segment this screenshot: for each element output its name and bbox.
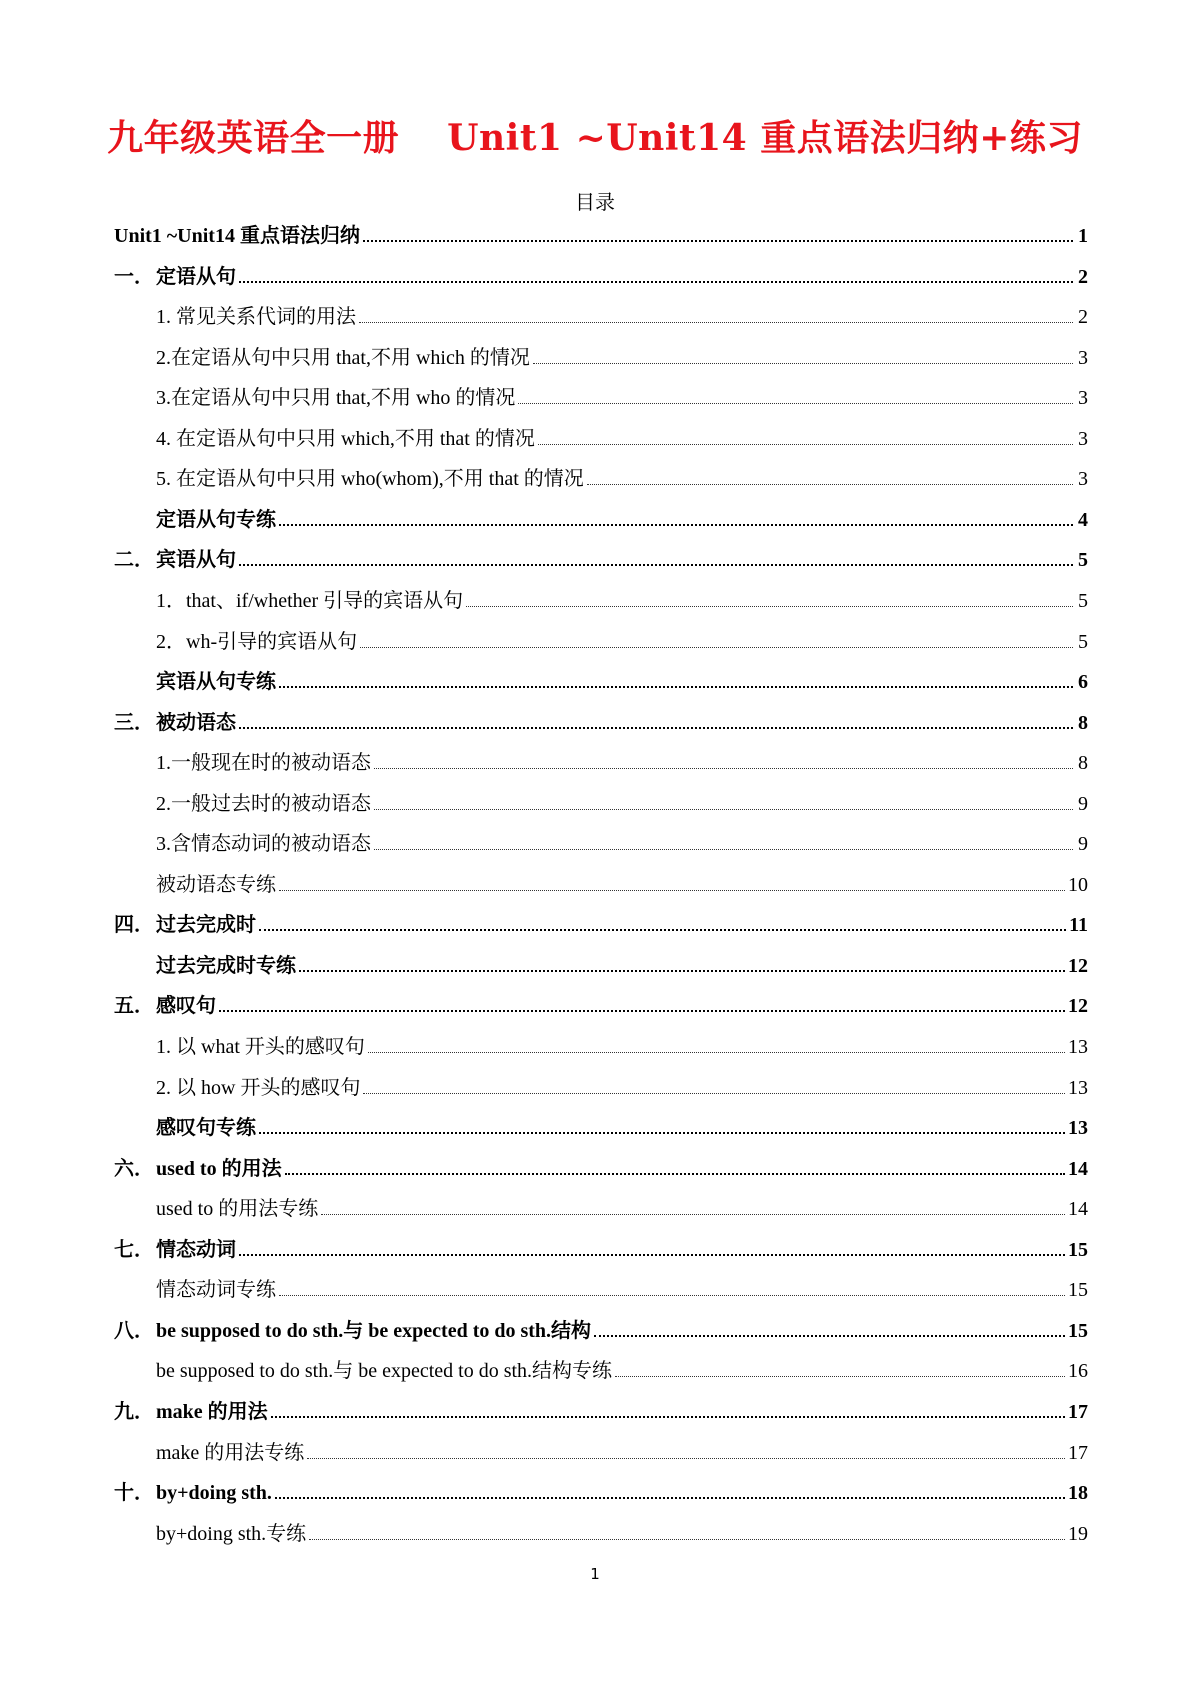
toc-leader-dots [466, 606, 1073, 607]
toc-leader-dots [374, 809, 1073, 810]
toc-entry-page: 4 [1078, 508, 1088, 531]
title-part-2: Unit1 ~Unit14 重点语法归纳+练习 [447, 117, 1083, 159]
toc-leader-dots [307, 1458, 1065, 1459]
toc-leader-dots [279, 524, 1073, 526]
toc-entry-text: be supposed to do sth.与 be expected to do sth.结构 [156, 1319, 592, 1342]
toc-entry[interactable] [114, 1151, 1088, 1181]
toc-entry-text: 3.在定语从句中只用 that,不用 who 的情况 [156, 387, 516, 410]
toc-entry-page: 6 [1078, 671, 1088, 694]
toc-entry[interactable] [114, 988, 1088, 1018]
toc-entry-page: 3 [1078, 387, 1088, 410]
toc-leader-dots [368, 1052, 1065, 1053]
toc-leader-dots [533, 363, 1073, 364]
toc-entry[interactable] [114, 218, 1088, 248]
toc-entry[interactable] [156, 1353, 1088, 1383]
toc-leader-dots [219, 1010, 1065, 1012]
toc-leader-dots [321, 1214, 1065, 1215]
toc-entry-text: 情态动词专练 [156, 1279, 276, 1302]
toc-entry-page: 8 [1078, 752, 1088, 775]
toc-entry-number: 十． [114, 1482, 154, 1505]
toc-leader-dots [239, 1254, 1065, 1256]
toc-leader-dots [615, 1376, 1065, 1377]
toc-entry[interactable] [156, 745, 1088, 775]
toc-entry-text: 1. 以 what 开头的感叹句 [156, 1036, 365, 1058]
toc-entry-page: 17 [1068, 1441, 1088, 1464]
toc-entry[interactable] [114, 907, 1088, 937]
toc-entry-text: 定语从句 [156, 265, 236, 288]
toc-entry-page: 1 [1078, 225, 1088, 247]
toc-entry-text: 1.一般现在时的被动语态 [156, 752, 371, 775]
toc-entry[interactable] [156, 948, 1088, 978]
toc-entry-page: 9 [1078, 833, 1088, 856]
toc-leader-dots [239, 281, 1073, 283]
toc-entry-page: 19 [1068, 1522, 1088, 1545]
toc-entry-page: 14 [1068, 1157, 1088, 1180]
toc-entry-text: 情态动词 [156, 1238, 236, 1261]
toc-leader-dots [374, 849, 1073, 850]
toc-leader-dots [359, 322, 1073, 323]
toc-leader-dots [594, 1335, 1065, 1337]
toc-entry-text: 宾语从句专练 [156, 671, 276, 694]
toc-leader-dots [587, 484, 1073, 485]
toc-entry-number: 一． [114, 265, 154, 288]
toc-leader-dots [279, 686, 1073, 688]
toc-entry[interactable] [114, 1475, 1088, 1505]
toc-leader-dots [275, 1497, 1065, 1499]
page-number: 1 [590, 1565, 600, 1583]
toc-entry[interactable] [156, 1110, 1088, 1140]
toc-entry[interactable] [114, 705, 1088, 735]
toc-entry-page: 13 [1068, 1036, 1088, 1058]
toc-entry-text: 被动语态专练 [156, 873, 276, 896]
toc-entry-page: 5 [1078, 589, 1088, 612]
toc-entry-text: 3.含情态动词的被动语态 [156, 833, 371, 856]
toc-entry-page: 3 [1078, 427, 1088, 450]
toc-entry-page: 16 [1068, 1360, 1088, 1383]
toc-entry-text: 感叹句专练 [156, 1117, 256, 1140]
toc-entry-number: 三． [114, 711, 154, 734]
toc-entry[interactable] [156, 1516, 1088, 1546]
toc-leader-dots [271, 1416, 1065, 1418]
toc-entry-text: used to 的用法专练 [156, 1198, 319, 1221]
toc-leader-dots [360, 647, 1073, 648]
toc-entry[interactable] [156, 461, 1088, 491]
toc-entry-text: 2. 以 how 开头的感叹句 [156, 1076, 361, 1099]
toc-entry[interactable] [114, 542, 1088, 572]
toc-leader-dots [279, 890, 1065, 891]
toc-entry-text: 过去完成时专练 [156, 954, 296, 977]
toc-entry-number: 九． [114, 1400, 154, 1423]
toc-leader-dots [363, 240, 1073, 242]
toc-leader-dots [374, 768, 1073, 769]
toc-entry-page: 8 [1078, 711, 1088, 734]
toc-entry-text: used to 的用法 [156, 1157, 282, 1180]
toc-entry-page: 2 [1078, 265, 1088, 288]
toc-entry[interactable] [156, 380, 1088, 410]
toc-entry-page: 12 [1068, 954, 1088, 977]
toc-leader-dots [239, 727, 1073, 729]
toc-entry[interactable] [156, 299, 1088, 329]
toc-entry-number: 六． [114, 1157, 154, 1180]
toc-entry[interactable] [114, 259, 1088, 289]
toc-entry-text: 4. 在定语从句中只用 which,不用 that 的情况 [156, 427, 535, 450]
toc-leader-dots [285, 1173, 1065, 1175]
toc-entry-page: 3 [1078, 346, 1088, 369]
toc-entry-page: 3 [1078, 468, 1088, 491]
toc-leader-dots [309, 1539, 1065, 1540]
toc-entry-text: 1. 常见关系代词的用法 [156, 306, 356, 329]
toc-leader-dots [259, 929, 1066, 931]
toc-leader-dots [279, 1295, 1065, 1296]
toc-entry-page: 17 [1068, 1400, 1088, 1423]
toc-entry-page: 5 [1078, 549, 1088, 572]
toc-entry-text: make 的用法 [156, 1400, 268, 1423]
toc-entry-text: 2.一般过去时的被动语态 [156, 792, 371, 815]
toc-entry-page: 11 [1069, 914, 1088, 937]
document-title [0, 110, 1190, 161]
toc-entry-page: 10 [1068, 873, 1088, 896]
toc-entry-page: 14 [1068, 1198, 1088, 1221]
toc-entry-page: 12 [1068, 995, 1088, 1018]
toc-entry-page: 15 [1068, 1279, 1088, 1302]
toc-entry-number: 二． [114, 549, 154, 572]
toc-entry-page: 13 [1068, 1117, 1088, 1140]
toc-entry-page: 15 [1068, 1238, 1088, 1261]
toc-entry[interactable] [156, 1029, 1088, 1059]
toc-entry-number: 四． [114, 914, 154, 937]
toc-entry[interactable] [156, 421, 1088, 451]
toc-entry-text: make 的用法专练 [156, 1441, 305, 1464]
toc-entry-text: 5. 在定语从句中只用 who(whom),不用 that 的情况 [156, 468, 584, 491]
toc-entry-text: 被动语态 [156, 711, 236, 734]
toc-entry-page: 15 [1068, 1319, 1088, 1342]
toc-entry[interactable] [114, 1232, 1088, 1262]
toc-entry[interactable] [156, 1272, 1088, 1302]
toc-entry-text: 过去完成时 [156, 914, 256, 937]
toc-entry-text: be supposed to do sth.与 be expected to do sth.结构专练 [156, 1360, 613, 1383]
toc-entry-text: 宾语从句 [156, 549, 236, 572]
toc-entry[interactable] [114, 1394, 1088, 1424]
toc-entry-page: 9 [1078, 792, 1088, 815]
toc-entry-page: 5 [1078, 630, 1088, 653]
toc-entry-number: 八． [114, 1319, 154, 1342]
toc-entry[interactable] [156, 867, 1088, 897]
toc-entry-text: 1．that、if/whether 引导的宾语从句 [156, 589, 464, 612]
toc-entry-text: Unit1 ~Unit14 重点语法归纳 [114, 225, 360, 247]
toc-entry-page: 13 [1068, 1076, 1088, 1099]
toc-entry-number: 七． [114, 1238, 154, 1261]
toc-entry[interactable] [156, 624, 1088, 654]
toc-entry-text: by+doing sth.专练 [156, 1522, 307, 1545]
toc-entry-page: 2 [1078, 306, 1088, 329]
toc-entry-number: 五． [114, 995, 154, 1018]
toc-entry[interactable] [156, 786, 1088, 816]
toc-entry[interactable] [156, 1191, 1088, 1221]
toc-entry[interactable] [156, 340, 1088, 370]
toc-entry[interactable] [156, 583, 1088, 613]
toc-entry-text: 2.在定语从句中只用 that,不用 which 的情况 [156, 346, 530, 369]
toc-leader-dots [239, 564, 1073, 566]
toc-entry-text: 定语从句专练 [156, 508, 276, 531]
toc-entry-text: 感叹句 [156, 995, 216, 1018]
toc-entry[interactable] [156, 502, 1088, 532]
toc-entry[interactable] [156, 1070, 1088, 1100]
toc-leader-dots [518, 403, 1073, 404]
toc-heading: 目录 [575, 192, 615, 214]
toc-leader-dots [299, 970, 1065, 972]
toc-entry[interactable] [114, 1313, 1088, 1343]
toc-leader-dots [538, 444, 1073, 445]
toc-leader-dots [259, 1132, 1065, 1134]
toc-leader-dots [363, 1093, 1065, 1094]
title-part-1: 九年级英语全一册 [107, 117, 400, 159]
toc-entry-text: 2．wh-引导的宾语从句 [156, 630, 358, 653]
toc-entry[interactable] [156, 664, 1088, 694]
toc-entry-text: by+doing sth. [156, 1482, 272, 1505]
toc-entry[interactable] [156, 1435, 1088, 1465]
toc-entry[interactable] [156, 826, 1088, 856]
toc-entry-page: 18 [1068, 1482, 1088, 1505]
